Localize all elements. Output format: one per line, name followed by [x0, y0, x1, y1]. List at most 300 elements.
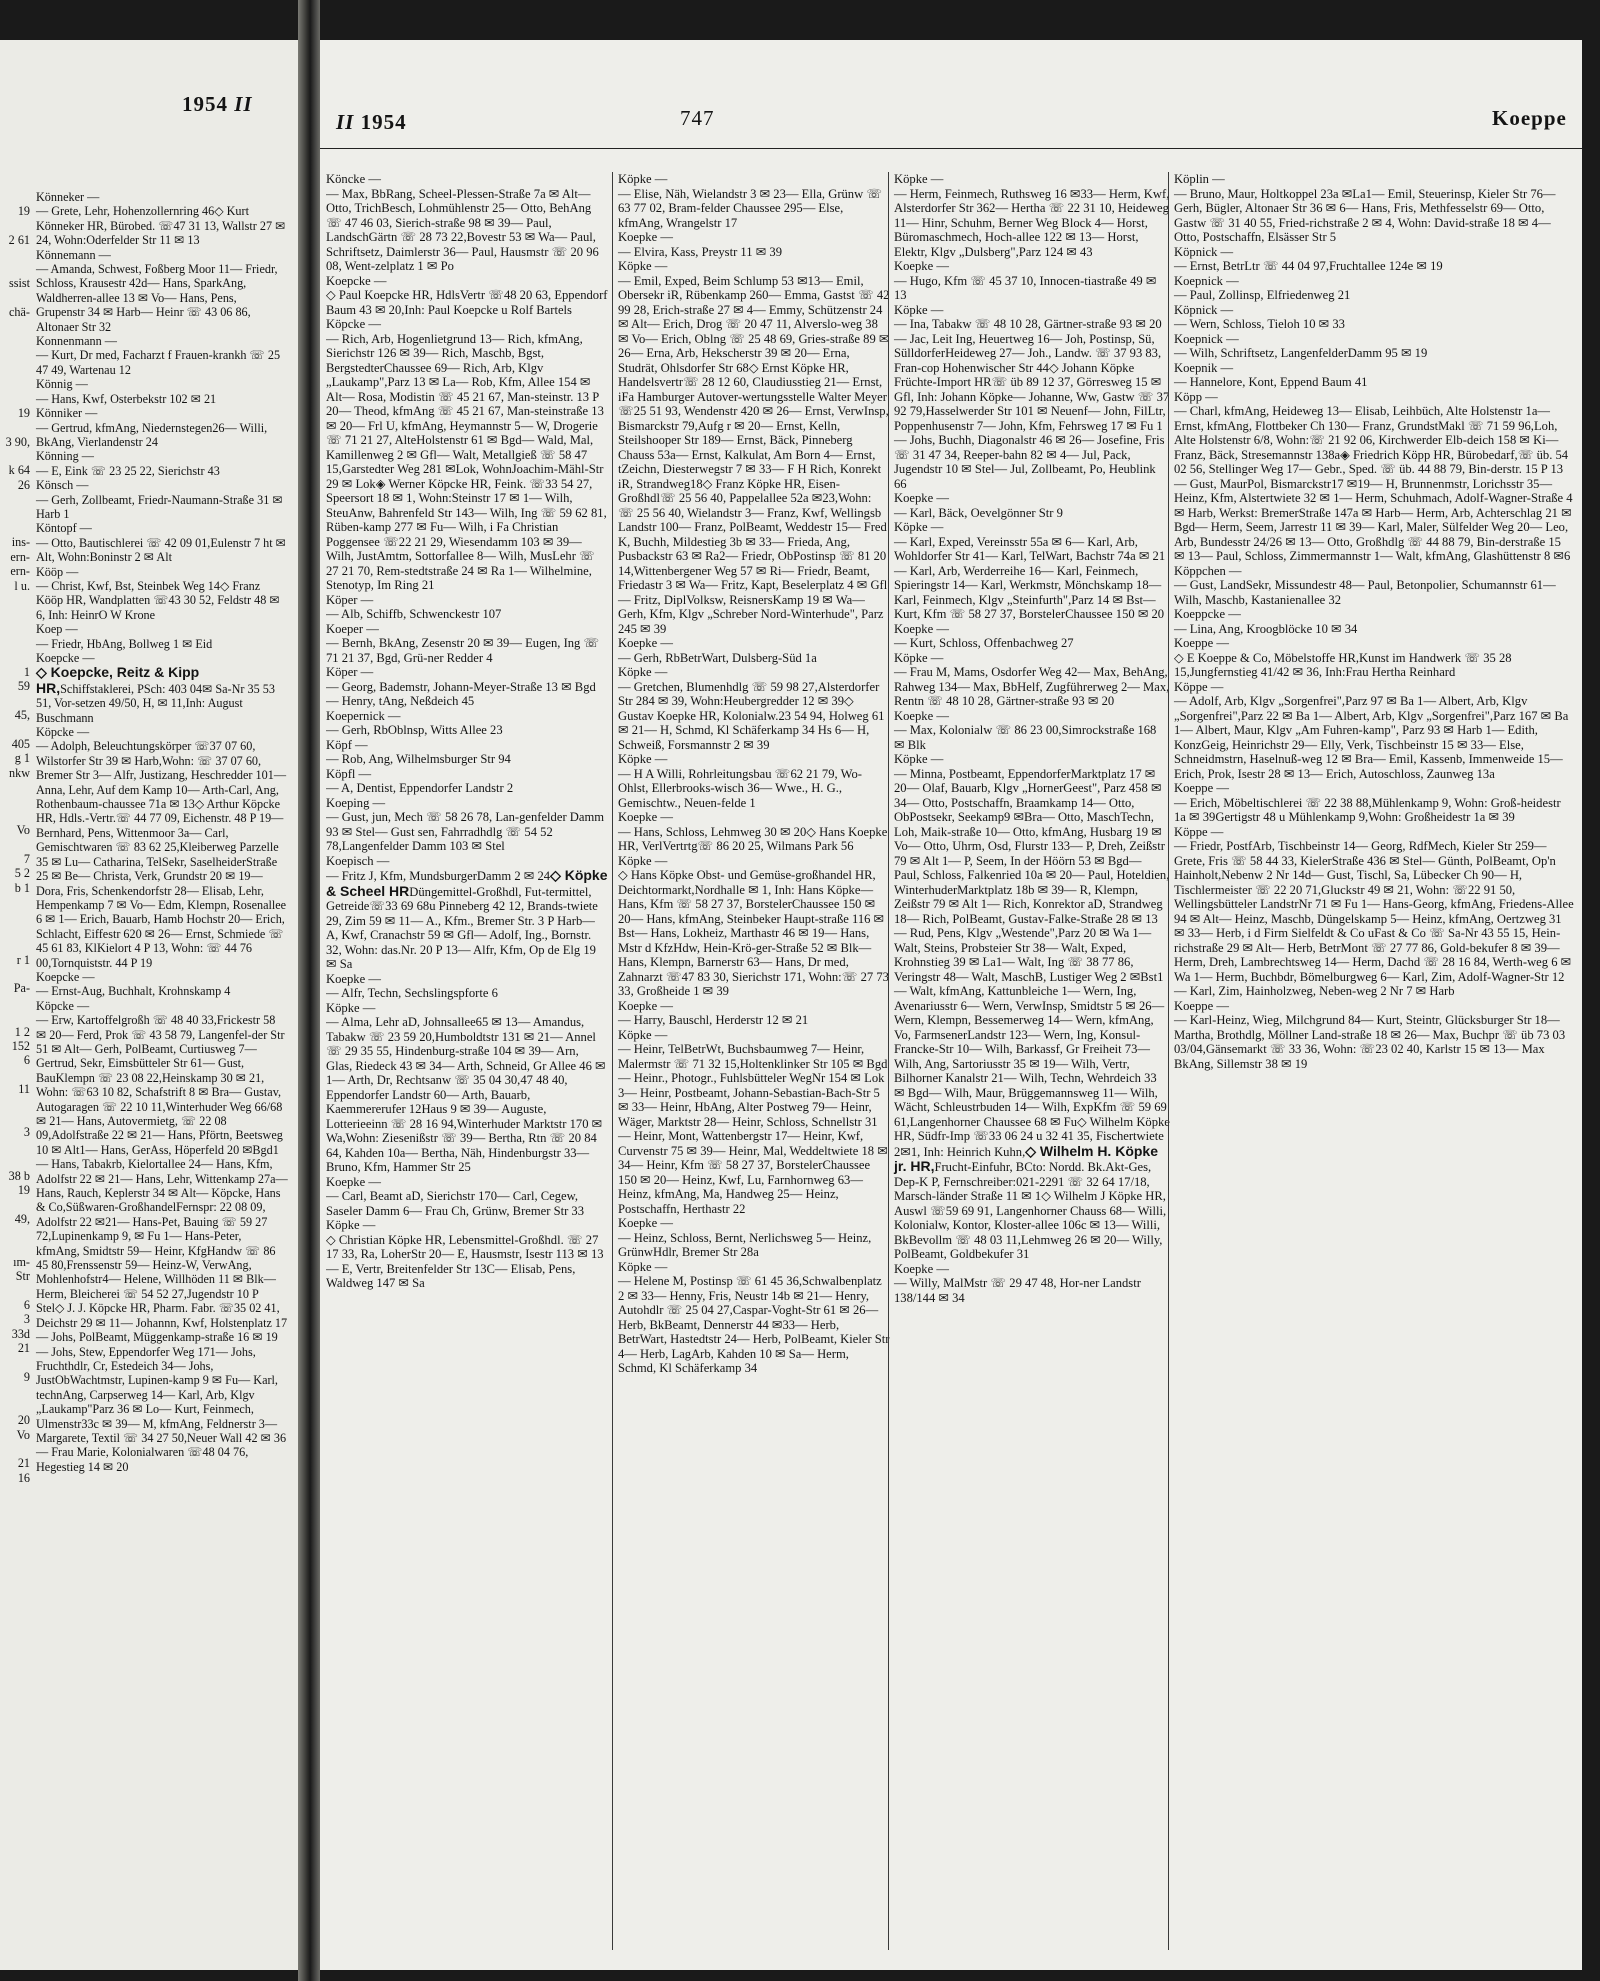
directory-entry-line: — Henry, tAng, Neßdeich 45	[326, 694, 475, 708]
directory-entry-line: Akt-Ges, Dep-K P, Fernschreiber:	[894, 1160, 1152, 1189]
surname-heading: Koeppcke —	[1174, 607, 1241, 621]
directory-entry-line: — Wern, Ing, Avenariusstr 6	[894, 984, 1137, 1013]
left-edge-fragments	[0, 190, 30, 1485]
directory-entry-line: — Frau M, Mams, Osdorfer Weg 42	[894, 665, 1078, 679]
directory-entry-line: — Hugo, Kfm ☏ 45 37 10, Innocen-	[894, 273, 1085, 288]
directory-entry-line: — Köpcke, Hans & Co,	[36, 1186, 281, 1215]
edge-text-fragment	[0, 895, 30, 909]
directory-entry-line: Frucht-Einfuhr, BCto: Nordd. Bk.	[934, 1160, 1106, 1174]
directory-entry-line: ◇ Arthur Köpcke HR, Hdls.-Vertr.	[36, 797, 280, 826]
surname-heading: Köpnick —	[1174, 244, 1234, 259]
directory-entry-line: — Wilhelmine, Stenotyp, Im Ring 21	[326, 563, 592, 592]
directory-entry-line: ◇ Franz Köpke HR, Eisen-Großhdl	[618, 476, 841, 505]
directory-entry-line: — Heinr, Postbeamt, Johann-	[624, 1085, 774, 1100]
edge-text-fragment: ern-	[10, 549, 30, 564]
directory-entry-line: — Max, BbRang, Scheel-Plessen-	[326, 186, 499, 201]
directory-entry-line: ◇ Köpke & Scheel HR	[326, 867, 608, 899]
directory-entry-line: — Gerh, Kfm, Klgv „Schreber Nord-	[618, 592, 865, 621]
directory-entry-line: — Heinr, TelBetrWt, Buchsbaumweg 7	[618, 1042, 818, 1056]
directory-entry-line: — Otto, MaschTechn, Loh, Maik-	[894, 810, 1154, 839]
directory-entry-line: straße 93 ✉ 20	[1086, 317, 1162, 331]
directory-entry-line: Langenfelder Damm 103 ✉ Stel	[341, 839, 505, 853]
directory-entry-line: — Hans, kfmAng, Steinbeker Haupt-	[630, 911, 819, 926]
directory-entry-line: ◇ Hans Köpke Obst- und Gemüse-	[618, 868, 796, 882]
surname-heading: Köpke —	[894, 172, 944, 186]
directory-entry-line: ☏ 28 12 60, Claudiusstieg 21	[683, 375, 837, 389]
surname-heading: Koepke —	[894, 1261, 949, 1276]
directory-entry-line: — Heinr, Mont, Wattenbergstr 17	[618, 1129, 788, 1143]
directory-entry-line: — Martha, Brothdlg, Möllner Land-	[1174, 1013, 1560, 1042]
directory-entry-line: — Arth-Carl, Ang, Rothenbaum-	[36, 782, 279, 812]
surname-heading: Könneker —	[36, 190, 100, 204]
directory-entry-line: Jugendstr 10 P Stel	[36, 1286, 259, 1316]
directory-entry-line: — Alma, Lehr aD, Johnsallee65 ✉ 13	[326, 1015, 518, 1029]
directory-entry-line: termittel, Getreide☏33 69 68	[326, 884, 592, 913]
directory-entry-line: — Paul, Hausmstr ☏ 20 96 08, Went-	[326, 244, 599, 273]
directory-entry-line: kamp", Parz 93 ✉ Harb 1	[1362, 723, 1492, 737]
directory-entry-line: Kleiberweg Parzelle 35 ✉ Lu	[36, 840, 279, 869]
directory-entry-line: — Walt, kfmAng, Glashüttenstr 8 ✉6	[1380, 549, 1571, 563]
directory-entry-line: Geest", Parz 458 ✉ 34	[894, 781, 1162, 810]
directory-entry-line: — P, Dreh, Zeißstr 79 ✉ Alt 1	[894, 839, 1165, 868]
edge-text-fragment	[0, 794, 30, 808]
directory-entry-line: — Emil, Kassenb, Immenweide 15	[1373, 752, 1551, 766]
directory-entry-line: — H A Willi, Rohrleitungsbau ☏	[618, 766, 791, 781]
directory-entry-line: — Hans-Peter, kfmAng, Smidtstr 59	[36, 1229, 242, 1258]
directory-entry-line: — Arth, Bauarb, Kaemmererufer 12	[326, 1087, 531, 1116]
directory-entry-line: — Karl, technAng, Carpserweg 14	[36, 1373, 278, 1402]
surname-heading: Könniker —	[36, 406, 98, 421]
surname-heading: Koepke —	[894, 621, 949, 636]
edge-text-fragment	[0, 967, 30, 981]
directory-entry-line: — Wilh, Ing ☏ 59 62 81, Rüben-	[326, 505, 607, 534]
directory-entry-line: — Heinz, Schloss, Bernt, Nerlichsweg 5	[618, 1230, 823, 1245]
directory-entry-line: — Karl-Heinz, Wieg, Milchgrund 84	[1174, 1013, 1361, 1027]
directory-entry-line: — Herm, Kwf, Alsterdorfer Str 362	[894, 186, 1170, 215]
book-gutter	[298, 0, 320, 1981]
surname-heading: Köplin —	[1174, 172, 1225, 186]
directory-entry-line: Caspar-Voght-Str 61 ✉ 26	[732, 1303, 866, 1317]
directory-column-3	[888, 172, 1170, 1950]
directory-entry-line: — Olaf, Bauarb, Klgv „Horner	[906, 781, 1064, 795]
directory-entry-line: — Hans, GerAss, Höperfeld 20 ✉Bgd1	[85, 1142, 279, 1157]
directory-entry-line: Alsterdorfer Str 284 ✉ 39, Wohn:	[618, 679, 880, 708]
directory-entry-line: — Karl, Feinmech, Klgv „Steinfurth",	[894, 578, 1162, 607]
directory-entry-line: ☏ üb. 54 02 56, Stellinger Weg 17	[1174, 447, 1569, 476]
surname-heading: Könnemann —	[36, 247, 111, 262]
directory-entry-line: — Emil, Obersekr iR, Rübenkamp 260	[618, 273, 864, 302]
directory-entry-line: — Gust, MaurPol, Bismarckstr17 ✉19	[1174, 476, 1370, 491]
directory-entry-line: — Ernst, Kalkulat, Am Born 4	[675, 447, 830, 462]
edge-text-fragment: 19	[17, 1182, 30, 1197]
edge-text-fragment	[0, 1442, 30, 1456]
directory-entry-line: — Edith, KonzGeig, Heinrichstr 29	[1174, 723, 1538, 752]
directory-entry-line: — Hans, Pförtn, Beetsweg 10 ✉ Alt1	[36, 1128, 283, 1157]
directory-entry-line: Straße 25 ✉ Be	[36, 854, 278, 884]
edge-text-fragment	[0, 651, 30, 665]
edge-text-fragment	[0, 348, 30, 362]
directory-entry-line: Winterhuder Marktstr 170 ✉ Wa,	[326, 1116, 603, 1145]
surname-heading: Könnig —	[36, 377, 88, 392]
directory-entry-line: — Friedr, PostfArb, Tischbeinstr 14	[1174, 839, 1356, 853]
directory-entry-line: Mühlenkamp 9, Wohn: Groß-	[1371, 795, 1521, 810]
directory-entry-line: richstraße 29 ✉ Alt	[1174, 940, 1272, 955]
surname-heading: Koepnick —	[1174, 331, 1239, 346]
directory-entry-line: — Helene, Willhöden 11 ✉ Blk	[108, 1272, 264, 1287]
directory-entry-line: ☏ 86 20 25, Wilmans Park 56	[697, 839, 854, 853]
edge-text-fragment	[0, 219, 30, 233]
directory-entry-line: — Frieda, Ang, Pusbackstr 63 ✉ Ra2	[618, 534, 850, 563]
directory-entry-line: ◇ Wilhelm H. Köpke jr. HR,	[894, 1142, 1159, 1174]
directory-entry-line: — Bruno, Maur, Holtkoppel 23a ✉La1	[1174, 186, 1372, 201]
directory-entry-line: 63 10 82, Schafstrift 8 ✉ Bra	[86, 1085, 230, 1100]
edge-text-fragment: 16	[17, 1470, 30, 1485]
surname-heading: Koepke —	[326, 971, 381, 986]
edge-text-fragment: 59	[17, 679, 30, 694]
directory-entry-line: Frickestr 58 ✉ 20	[36, 1013, 276, 1042]
directory-entry-line: — Heinr ☏ 43 06 86, Altonaer Str 32	[36, 305, 251, 334]
directory-entry-line: weg 6 ✉ Wa 1	[1174, 955, 1572, 984]
page-number: 747	[680, 106, 715, 130]
directory-entry-line: — Ina, Tabakw ☏ 48 10 28, Gärtner-	[894, 317, 1087, 331]
directory-entry-line: — Wern, Ing, Konsul-Francke-Str 10	[894, 1027, 1141, 1056]
directory-entry-line: ◈ Werner Köpcke HR, Feink. ☏	[375, 476, 546, 491]
directory-entry-line: — Heinr, Kwf, Curvenstr 75 ✉ 39	[618, 1129, 864, 1158]
directory-entry-line: — Horst, Büromaschmech, Hoch-	[894, 215, 1148, 244]
directory-entry-line: ◇ Paul Koepcke HR, HdlsVertr ☏	[326, 288, 504, 302]
directory-entry-line: Straße 4 ✉ Harb, Werkst: Bremer	[1174, 491, 1573, 520]
directory-entry-line: — Hertha ☏ 22 31 10, Heideweg 11	[894, 201, 1169, 230]
directory-entry-line: — Gerh, RbOblnsp, Witts Allee 23	[326, 723, 503, 737]
directory-entry-line: — Erna, Arb, Hekscherstr 39 ✉ 20	[630, 346, 807, 360]
directory-entry-line: — Paul, Zollinsp, Elfriedenweg 21	[1174, 288, 1351, 302]
surname-heading: Koepnik —	[1174, 360, 1234, 375]
directory-entry-line: — Christ, Kwf, Bst, Steinbek Weg 14	[36, 578, 220, 593]
directory-entry-line: — Ernst, Kelln, Steilshooper Str 189	[618, 418, 841, 447]
directory-entry-line: straße 93 ✉ 20	[1038, 694, 1115, 708]
directory-entry-line: — Emil, Exped, Beim Schlump 53 ✉13	[618, 273, 821, 288]
directory-entry-line: — P, Seem, In der Höörn 53 ✉ Bgd	[948, 853, 1129, 868]
directory-entry-line: — Albert, Arb, Klgv „Sorgenfrei",	[1174, 694, 1528, 723]
directory-entry-line: — Heinr, Mal, Weddeltwiete 18 ✉ 34	[618, 1143, 888, 1172]
directory-entry-line: wisch 36	[714, 781, 760, 795]
directory-entry-line: — Heinz, Kfm, Alstertwiete 32 ✉ 1	[1174, 476, 1553, 505]
directory-entry-line: 021-2291 ☏ 32 64 17/18, Marsch-	[894, 1174, 1150, 1203]
directory-entry-line: Kamp 19 ✉ Wa	[772, 592, 853, 607]
directory-entry-line: — Elisab, Lehr, Hempenkamp 7 ✉ Vo	[36, 883, 264, 912]
directory-entry-line: Holtenklinker Str 105 ✉ Bgd	[739, 1056, 888, 1071]
surname-heading: Köppchen —	[1174, 563, 1242, 578]
directory-entry-line: — Gust sen, Fahrradhdlg ☏ 54 52 78,	[326, 824, 553, 853]
surname-heading: Köpke —	[618, 752, 668, 766]
edge-text-fragment	[0, 924, 30, 938]
directory-entry-line: deich 158 ✉ Ki	[1466, 433, 1546, 447]
directory-entry-line: — Gust, jun, Mech ☏ 58 26 78, Lan-	[326, 810, 520, 824]
directory-entry-line: — A, Dentist, Eppendorfer Landstr 2	[326, 781, 514, 795]
edge-text-fragment: 3	[23, 1312, 30, 1327]
directory-entry-line: Fast & Co ☏ Sa-Nr 43 55 15, Hein-	[1374, 926, 1561, 940]
surname-heading: Koepke —	[894, 708, 949, 723]
surname-heading: Köper —	[326, 665, 374, 679]
directory-entry-line: — Wilh, Ang, Sartoriusstr 35 ✉ 19	[894, 1042, 1150, 1071]
directory-entry-line: — Rob, Kfm, Allee 154 ✉ Alt	[326, 375, 591, 404]
surname-heading: Koepnick —	[1174, 273, 1239, 288]
edge-text-fragment: 20	[17, 1413, 30, 1428]
directory-entry-line: — Willi, BkAng, Vierlandenstr 24	[36, 420, 268, 449]
surname-heading: Köpp —	[1174, 389, 1218, 404]
directory-entry-line: — Herm, Feinmech, Ruthsweg 16 ✉33	[894, 186, 1094, 201]
surname-heading: Köpke —	[326, 1218, 376, 1232]
directory-entry-line: — Gust, LandSekr, Missundestr 48	[1174, 578, 1352, 592]
header-rule	[320, 148, 1582, 149]
directory-entry-line: — Franz, PolBeamt, Weddestr 15	[678, 520, 848, 534]
edge-text-fragment	[0, 320, 30, 334]
directory-entry-line: — Gustav, Autogaragen ☏ 22 10 11,	[36, 1085, 282, 1114]
directory-entry-line: felde 1	[721, 795, 756, 810]
directory-entry-line: — Jac, Leit Ing, Heuertweg 16	[894, 331, 1050, 346]
directory-entry-line: 33 06 24 u 32 41 35, Fischertwiete 2	[894, 1129, 1164, 1159]
directory-entry-line: 37 07 60, Wilstorfer Str 39 ✉ Harb,	[36, 739, 256, 768]
edge-text-fragment	[0, 507, 30, 521]
directory-column-4	[1168, 172, 1574, 1950]
directory-entry-line: — Alfr, Justizang, Heschredder 101	[98, 768, 274, 783]
directory-entry-line: Humboldtstr 131 ✉ 21	[434, 1029, 551, 1044]
edge-text-fragment	[0, 636, 30, 650]
directory-entry-line: Allee 94 ✉ Alt	[1174, 897, 1574, 926]
directory-entry-line: — Arth, Schneid, Gr Allee 46 ✉ 1	[326, 1058, 606, 1087]
edge-text-fragment	[0, 1284, 30, 1298]
directory-entry-line: — John, Kfm, Fehrsweg 17 ✉ Fu 1	[983, 418, 1163, 433]
surname-heading: Köpcke —	[36, 725, 90, 740]
directory-entry-line: — Karl, Bäck, Oevelgönner Str 9	[894, 505, 1063, 520]
directory-entry-line: ☏ 27 73 33, Großheide 1 ✉ 39	[618, 969, 889, 998]
directory-entry-line: — Erich, Autoschloss, Zaunweg 13a	[1310, 766, 1495, 781]
directory-entry-line: — Johs, Buchh, Diagonalstr 46 ✉ 26	[894, 433, 1082, 447]
edge-text-fragment: ssist	[8, 276, 30, 291]
directory-entry-line: — Bernhard, Pens, Wittenmoor 3a	[36, 811, 284, 840]
directory-entry-line: cop Hohenwischer Str 44	[921, 360, 1049, 375]
surname-heading: Köpke —	[894, 650, 944, 665]
directory-entry-line: — Wwe., H. G., Gemischtw., Neuen-	[618, 781, 842, 810]
right-header-year: II 1954	[336, 110, 407, 134]
surname-heading: Köpcke —	[326, 317, 381, 331]
edge-text-fragment: k 64	[8, 463, 30, 478]
directory-entry-line: 62 21 79, Wo-Ohlst, Ellerbrooks-	[618, 766, 862, 795]
directory-entry-line: — Max BkAng, Sillemstr 38 ✉ 19	[1174, 1042, 1545, 1071]
directory-entry-line: richstraße 2 ✉ 4, Wohn: David-	[1309, 215, 1470, 230]
edge-text-fragment: 9	[23, 1370, 30, 1385]
directory-entry-line: — Amandus, Tabakw ☏ 23 59 20,	[326, 1015, 585, 1044]
directory-entry-line: Wohn: ☏ 37 07 60, Bremer Str 3	[36, 753, 262, 783]
directory-entry-line: — Max, BehAng, Rahweg 134	[894, 665, 1168, 694]
edge-text-fragment: 49,	[14, 1211, 30, 1226]
directory-entry-line: — Gust, BauKlempn ☏ 23 08 22,	[36, 1056, 245, 1085]
surname-heading: Koeping —	[326, 795, 386, 810]
directory-entry-line: — Herm, Seem, Jarrestr 11 ✉ 39	[1195, 520, 1362, 534]
edge-text-fragment	[0, 291, 30, 305]
directory-entry-line: ☏ 21 92 06, Kirchwerder Elb-	[1309, 433, 1467, 447]
directory-entry-line: felder Chaussee 295	[700, 201, 803, 215]
edge-text-fragment: 45,	[14, 708, 30, 723]
edge-text-fragment	[0, 1154, 30, 1168]
edge-text-fragment: 26	[17, 477, 30, 492]
directory-entry-line: — Rich, kfmAng, Sierichstr 126 ✉ 39	[326, 331, 583, 360]
directory-entry-line: — Günth, PolBeamt, Op'n Hainholt,	[1174, 853, 1556, 882]
directory-entry-line: — Rob, Ang, Wilhelmsburger Str 94	[326, 752, 511, 766]
directory-entry-line: der Str 51 ✉ Alt	[36, 1027, 285, 1056]
directory-entry-line: — Josefine, Fris ☏ 31 47 34, Reeper-	[894, 433, 1165, 462]
directory-entry-line: stedtstraße 24 ✉ Ra 1	[404, 563, 515, 578]
surname-heading: Köpke —	[894, 520, 944, 534]
directory-entry-line: Frau Hertha Reinhard	[1345, 665, 1456, 679]
directory-entry-line: 47 31 13, Wallstr 27 ✉ 24, Wohn:	[36, 218, 286, 248]
surname-heading: Köpke —	[894, 302, 944, 317]
directory-entry-line: — Harry, Bauschl, Herderstr 12 ✉ 21	[618, 1013, 809, 1027]
directory-entry-line: Nr 71 ✉ Fu 1	[1298, 897, 1368, 911]
directory-entry-line: — Joh., Landw. ☏ 37 93 83, Fran-	[894, 346, 1162, 375]
directory-entry-line: — Otto, Postschaffn, Elsässer Str 5	[1174, 215, 1551, 244]
directory-entry-line: steinstr. 13 P 20	[326, 389, 599, 418]
edge-text-fragment	[0, 420, 30, 434]
edge-text-fragment	[0, 1226, 30, 1240]
directory-entry-line: 33 54 27, Speersort 18 ✉ 1, Wohn:	[326, 476, 593, 505]
directory-entry-line: — Wilh, SteuAnw, Bahrenfeld Str 143	[326, 491, 573, 520]
surname-heading: Köpke —	[894, 752, 944, 766]
directory-entry-line: Eulenstr 7 ht ✉ Alt, Wohn:	[36, 535, 286, 565]
edge-text-fragment: g 1	[14, 751, 30, 766]
directory-entry-line: — Karl, Arb, Wohldorfer Str 41	[894, 534, 1138, 563]
directory-entry-line: — Elisab, Leihbüch, Alte Holstenstr 1a	[1339, 404, 1538, 418]
directory-entry-line: — Hannelore, Kont, Eppend Baum 41	[1174, 375, 1368, 389]
directory-entry-line: ✉ Sa-Nr 35 53 51, Vor-	[36, 681, 275, 711]
directory-entry-line: — Joh, Postinsp, Sü, Sülldorfer	[894, 331, 1155, 360]
directory-entry-line: Gertigstr 48 u Mühlenkamp 9,	[1215, 810, 1369, 824]
directory-entry-line: — Horst, Elektr, Klgv „Dulsberg",	[894, 230, 1139, 259]
surname-heading: Köppe —	[1174, 824, 1224, 839]
edge-text-fragment: 152	[11, 1039, 30, 1054]
directory-entry-line: — Bertha, Rtn ☏ 20 84 64, Kahden 10a	[326, 1131, 597, 1160]
edge-text-fragment: ins-	[11, 535, 30, 550]
directory-entry-line: straße 18 ✉ 4	[1469, 215, 1539, 230]
directory-entry-line: — Hans-Pet, Bauing ☏ 59 27 72,	[36, 1214, 268, 1244]
directory-entry-line: — Rich, Arb, Klgv „Laukamp",	[326, 360, 544, 389]
directory-entry-line: — Wilh, Vertr, Bilhorner Kanalstr 21	[894, 1056, 1130, 1085]
directory-entry-line: — Walt, Metallgieß ☏ 58 47 15,	[326, 447, 588, 476]
directory-entry-line: — Kurt, Schloss, Offenbachweg 27	[894, 636, 1074, 650]
directory-entry-line: — Rosa, Modistin ☏ 45 21 67, Man-	[342, 389, 535, 404]
surname-heading: Koepcke —	[36, 651, 95, 665]
surname-heading: Koepke —	[326, 1174, 381, 1189]
directory-entry-line: — Rich, Arb, Hogenlietgrund 13	[326, 331, 492, 346]
directory-entry-line: — Kurt, Steintr, Glücksburger Str 18	[1360, 1013, 1548, 1027]
directory-entry-line: wertungsstelle Walter Meyer ☏	[618, 389, 887, 418]
directory-entry-line: — Fritz, Kapt, Beselerplatz 4 ✉ Gfl	[705, 578, 888, 592]
directory-entry-line: — Else, Schneidmstrn, Haselnuß-	[1174, 737, 1524, 766]
directory-entry-line: — Fred K, Buchh, Mildestieg 3b ✉ 33	[618, 520, 887, 549]
directory-entry-line: Boninstr 2 ✉ Alt	[89, 550, 172, 565]
edge-text-fragment	[0, 1111, 30, 1125]
directory-entry-line: — Gerh, Bügler, Altonaer Str 36 ✉ 6	[1174, 186, 1556, 215]
directory-entry-line: — Lina, Ang, Kroogblöcke 10 ✉ 34	[1174, 621, 1358, 636]
directory-entry-line: Inh: Paul Koepcke u Rolf Bartels	[404, 302, 572, 317]
directory-entry-line: Bovestr 53 ✉ Wa	[466, 230, 555, 244]
directory-entry-line: — Franz, Kwf, Wellingsb Landstr 100	[618, 505, 882, 534]
directory-entry-line: — Max, Rentn ☏ 48 10 28, Gärtner-	[894, 679, 1170, 708]
edge-text-fragment: 2 61	[8, 233, 30, 248]
directory-entry-line: ◇ Wilhelm J Köpke HR, Auswl ☏	[894, 1189, 1166, 1218]
edge-text-fragment: Pa-	[13, 981, 30, 996]
directory-entry-line: — Heinr, Malermstr ☏ 71 32 15,	[618, 1042, 865, 1071]
directory-entry-line: Aufg r ✉ 20	[697, 418, 761, 433]
directory-entry-line: — Jul, Zollbeamt, Po, Heublink 66	[894, 462, 1156, 491]
directory-entry-line: — Wilh, Maur, Brüggemannsweg 11	[928, 1085, 1115, 1100]
surname-heading: Koepernick —	[326, 708, 401, 723]
directory-entry-line: — Walt, Exped, Krohnstieg 39 ✉ La1	[894, 940, 1127, 969]
edge-text-fragment: b 1	[14, 880, 30, 895]
directory-entry-line: 23 54 94, Holweg 61 ✉ 21	[618, 708, 885, 737]
edge-text-fragment: 3 90,	[5, 434, 30, 449]
edge-text-fragment	[0, 492, 30, 506]
directory-entry-line: — Heinr, Schloss, Schnellstr 31	[716, 1114, 878, 1129]
edge-text-fragment	[0, 1399, 30, 1413]
directory-entry-line: — Ernst-Aug, Buchhalt, Krohnskamp 4	[36, 984, 231, 999]
surname-heading: Koepke —	[618, 810, 673, 824]
surname-heading: Köpke —	[618, 1027, 668, 1042]
directory-entry-line: O W Krone	[98, 607, 156, 622]
surname-heading: Köpke —	[618, 665, 668, 679]
directory-entry-line: länder Straße 11 ✉ 1	[935, 1189, 1042, 1203]
directory-entry-line: chaussee 71a ✉ 13	[102, 797, 195, 812]
directory-entry-line: — Max, Buchpr ☏ üb 73 03 03/04,	[1174, 1027, 1566, 1056]
edge-text-fragment: 11	[18, 1082, 30, 1097]
directory-entry-line: — Johannn, Kwf, Holstenplatz 17	[120, 1315, 288, 1330]
directory-entry-line: — Wilh, Schriftsetz, Langenfelder	[1174, 346, 1348, 360]
directory-entry-line: — Ernst, Schmiede ☏ 45 61 83, Kl	[36, 926, 284, 956]
directory-entry-line: — Eugen, Ing ☏ 71 21 37, Bgd, Grü-	[326, 636, 600, 665]
directory-entry-line: — Hans, Schloss, Lehmweg 30 ✉ 20	[618, 824, 807, 839]
directory-entry-line: kamp 277 ✉ Fu	[363, 520, 444, 534]
edge-text-fragment: 3	[23, 1125, 30, 1140]
directory-entry-line: Lehmweg 26 ✉ 20	[1020, 1232, 1117, 1247]
directory-entry-line: — Hans, SparkAng, Waldherren-	[36, 276, 247, 305]
directory-entry-line: Sebastian-Bach-Str 5 ✉ 33	[618, 1085, 880, 1114]
directory-entry-line: — Carl, Gemischtwaren ☏ 83 62 25,	[36, 825, 229, 855]
directory-entry-line: — Heinr, Wäger, Marktstr 28	[618, 1100, 872, 1129]
edge-text-fragment: l u.	[14, 578, 30, 593]
directory-entry-line: Neuer Wall 42 ✉ 36	[187, 1430, 287, 1445]
left-page-column	[36, 190, 288, 1474]
directory-entry-line: ◇ Kurt Könneker HR, Bürobed. ☏	[36, 204, 249, 233]
directory-entry-line: — Rich, PolBeamt, Gustav-Falke-	[906, 911, 1081, 926]
directory-entry-line: — Fritz, DiplVolksw, Reisners	[618, 592, 773, 607]
directory-entry-line: — Gust, Tischl, Sa, Lübecker Ch 90	[1311, 868, 1495, 882]
directory-entry-line: — Hans, Pens, Grupenstr 34 ✉ Harb	[36, 290, 237, 320]
surname-heading: Könsch —	[36, 478, 89, 493]
surname-heading: Köntopf —	[36, 521, 92, 536]
edge-text-fragment: Vo	[16, 1427, 30, 1442]
directory-entry-line: Nr 154 ✉ Lok 3	[618, 1071, 885, 1100]
directory-entry-line: — Henny, Fris, Neustr 14b ✉ 21	[653, 1288, 820, 1303]
directory-entry-line: — Erich, Drog ☏ 20 47 11, Alverslo-	[647, 317, 842, 331]
directory-entry-line: — Frl U, kfmAng, Heymannstr 5	[352, 418, 521, 433]
directory-entry-line: ◇ J. J. Köpcke HR, Pharm. Fabr. ☏	[54, 1301, 234, 1316]
directory-entry-line: — Alfr, Techn, Sechslingspforte 6	[326, 986, 498, 1000]
directory-entry-line: 23 02 40, Karlstr 15 ✉ 13	[1375, 1042, 1506, 1056]
directory-entry-line: — Otto, Uhrm, Osd, Flurstr 133	[907, 839, 1071, 853]
directory-entry-line: Gluckstr 49 ✉ 21, Wohn: ☏	[1321, 882, 1468, 897]
surname-heading: Koeppe —	[1174, 636, 1229, 650]
directory-entry-line: — Ernst, VerwInsp, Bismarckstr 79,	[618, 404, 889, 433]
